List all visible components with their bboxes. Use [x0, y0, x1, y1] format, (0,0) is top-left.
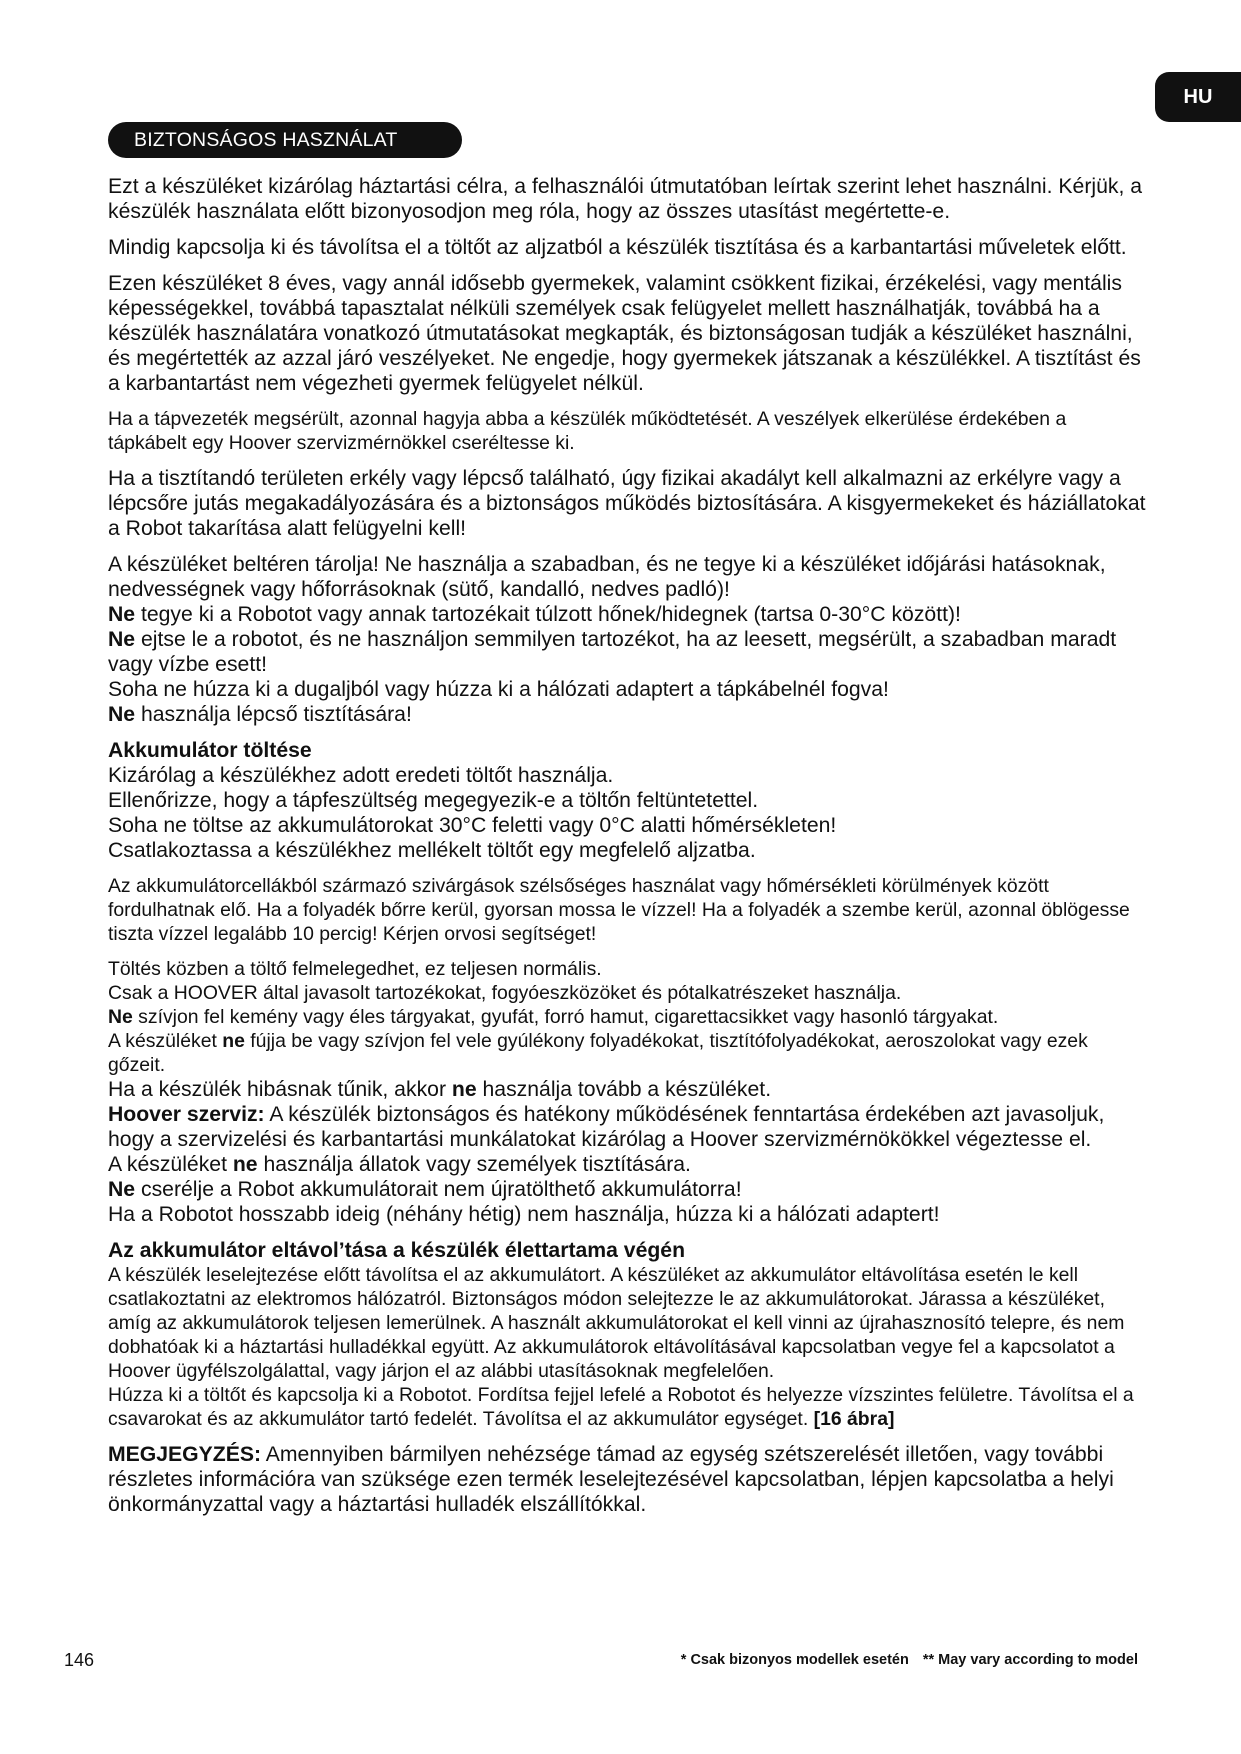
section-title: BIZTONSÁGOS HASZNÁLAT	[108, 122, 462, 158]
paragraph-stairs-cleaning: Ne használja lépcső tisztítására!	[108, 703, 412, 726]
paragraph-service: Hoover szerviz: A készülék biztonságos és hatékony működésének fenntartása érdekében azt javasoljuk, hogy a szervizelési és karbantartási munkálatokat kizárólag a Hoover szervizmérnökökkel végeztesse el.	[108, 1103, 1105, 1151]
paragraph-cable-damage: Ha a tápvezeték megsérült, azonnal hagyja abba a készülék működtetését. A veszélyek elkerülése érdekében a tápkábelt egy Hoover szervizmérnökkel cseréltesse ki.	[108, 408, 1067, 454]
ne-emphasis: ne	[222, 1030, 245, 1052]
paragraph-warm: Töltés közben a töltő felmelegedhet, ez teljesen normális.	[108, 958, 602, 980]
paragraph-animals: A készüléket ne használja állatok vagy személyek tisztítására.	[108, 1153, 691, 1176]
paragraph-flammable: A készüléket ne fújja be vagy szívjon fel vele gyúlékony folyadékokat, tisztítófolyadékokat, aeroszolokat vagy ezek gőzeit.	[108, 1030, 1088, 1076]
heading-charging: Akkumulátor töltése	[108, 739, 312, 762]
paragraph-stairs: Ha a tisztítandó területen erkély vagy lépcső található, úgy fizikai akadályt kell alkalmazni az erkélyre vagy a lépcsőre jutás megakadályozására és a biztonságos működés biztosítására. A kisgyermekeket és háziállatokat a Robot takarítása alatt felügyelni kell!	[108, 467, 1146, 540]
paragraph-plug: Soha ne húzza ki a dugaljból vagy húzza ki a hálózati adaptert a tápkábelnél fogva!	[108, 678, 889, 701]
paragraph-removal: A készülék leselejtezése előtt távolítsa el az akkumulátort. A készüléket az akkumulátor eltávolítása esetén le kell csatlakoztatni az elektromos hálózatról. Biztonságos módon selejtezze le az akkumulátorokat. Járassa a készüléket, amíg az akkumulátorok teljesen lemerülnek. A használt akkumulátorokat el kell vinni az újrahasznosító telepre, és nem dobhatóak ki a háztartási hulladékkal együtt. Az akkumulátorok eltávolításával kapcsolatban vegye fel a kapcsolatot a Hoover ügyfélszolgálattal, vagy járjon el az alábbi utasításoknak megfelelően.	[108, 1264, 1125, 1382]
paragraph-faulty: Ha a készülék hibásnak tűnik, akkor ne használja tovább a készüléket.	[108, 1078, 772, 1101]
ne-emphasis: Ne	[108, 703, 136, 726]
page-number: 146	[64, 1650, 95, 1670]
heading-battery-removal: Az akkumulátor eltávol’tása a készülék élettartama végén	[108, 1239, 686, 1262]
paragraph-batteries: Ne cserélje a Robot akkumulátorait nem újratölthető akkumulátorra!	[108, 1178, 742, 1201]
ne-emphasis: ne	[232, 1153, 258, 1176]
ne-emphasis: ne	[451, 1078, 477, 1101]
service-label: Hoover szerviz:	[108, 1103, 265, 1126]
charging-line-3: Soha ne töltse az akkumulátorokat 30°C feletti vagy 0°C alatti hőmérsékleten!	[108, 814, 837, 837]
paragraph-indoor: A készüléket beltéren tárolja! Ne használja a szabadban, és ne tegye ki a készüléket időjárási hatásoknak, nedvességnek vagy hőforrásoknak (sütő, kandalló, nedves padló)!	[108, 553, 1106, 601]
ne-emphasis: Ne	[108, 603, 136, 626]
paragraph-long-storage: Ha a Robotot hosszabb ideig (néhány hétig) nem használja, húzza ki a hálózati adaptert!	[108, 1203, 940, 1226]
paragraph-hard-objects: Ne szívjon fel kemény vagy éles tárgyakat, gyufát, forró hamut, cigarettacsikket vagy hasonló tárgyakat.	[108, 1006, 999, 1028]
figure-reference: [16 ábra]	[813, 1408, 895, 1430]
charging-line-1: Kizárólag a készülékhez adott eredeti töltőt használja.	[108, 764, 614, 787]
paragraph-temperature: Ne tegye ki a Robotot vagy annak tartozékait túlzott hőnek/hidegnek (tartsa 0-30°C között)!	[108, 603, 961, 626]
paragraph-accessories: Csak a HOOVER által javasolt tartozékokat, fogyóeszközöket és pótalkatrészeket használja.	[108, 982, 902, 1004]
ne-emphasis: Ne	[108, 1006, 133, 1028]
charging-line-2: Ellenőrizze, hogy a tápfeszültség megegyezik-e a töltőn feltüntetettel.	[108, 789, 759, 812]
paragraph-drop: Ne ejtse le a robotot, és ne használjon semmilyen tartozékot, ha az leesett, megsérült, a szabadban maradt vagy vízbe esett!	[108, 628, 1117, 676]
page-content	[108, 174, 1148, 1517]
footnotes	[667, 1652, 1138, 1668]
note-label: MEGJEGYZÉS:	[108, 1443, 262, 1466]
paragraph-children: Ezen készüléket 8 éves, vagy annál idősebb gyermekek, valamint csökkent fizikai, érzékelési, vagy mentális képességekkel, továbbá tapasztalat nélküli személyek csak felügyelet mellett használhatják, továbbá ha a készülék használatára vonatkozó útmutatásokat megkapták, és biztonságosan tudják a készüléket használni, és megértették az azzal járó veszélyeket. Ne engedje, hogy gyermekek játszanak a készülékkel. A tisztítást és a karbantartást nem végezheti gyermek felügyelet nélkül.	[108, 272, 1141, 395]
ne-emphasis: Ne	[108, 1178, 136, 1201]
language-tab: HU	[1155, 72, 1241, 122]
paragraph-unplug: Mindig kapcsolja ki és távolítsa el a töltőt az aljzatból a készülék tisztítása és a karbantartási műveletek előtt.	[108, 236, 1127, 259]
footnote-models: * Csak bizonyos modellek esetén	[680, 1652, 909, 1668]
charging-line-4: Csatlakoztassa a készülékhez mellékelt töltőt egy megfelelő aljzatba.	[108, 839, 756, 862]
paragraph-intended-use: Ezt a készüléket kizárólag háztartási célra, a felhasználói útmutatóban leírtak szerint lehet használni. Kérjük, a készülék használata előtt bizonyosodjon meg róla, hogy az összes utasítást megértette-e.	[108, 175, 1143, 223]
footnote-vary: ** May vary according to model	[922, 1652, 1138, 1668]
ne-emphasis: Ne	[108, 628, 136, 651]
paragraph-leakage: Az akkumulátorcellákból származó szivárgások szélsőséges használat vagy hőmérsékleti körülmények között fordulhatnak elő. Ha a folyadék bőrre kerül, gyorsan mossa le vízzel! Ha a folyadék a szembe kerül, azonnal öblögesse tiszta vízzel legalább 10 percig! Kérjen orvosi segítséget!	[108, 875, 1130, 945]
paragraph-note: MEGJEGYZÉS: Amennyiben bármilyen nehézsége támad az egység szétszerelését illetően, vagy további részletes információra van szüksége ezen termék leselejtezésével kapcsolatban, lépjen kapcsolatba a helyi önkormányzattal vagy a háztartási hulladék elszállítókkal.	[108, 1443, 1114, 1516]
paragraph-removal-steps: Húzza ki a töltőt és kapcsolja ki a Robotot. Fordítsa fejjel lefelé a Robotot és helyezze vízszintes felületre. Távolítsa el a csavarokat és az akkumulátor tartó fedelét. Távolítsa el az akkumulátor egységet. [16 ábra]	[108, 1384, 1134, 1430]
